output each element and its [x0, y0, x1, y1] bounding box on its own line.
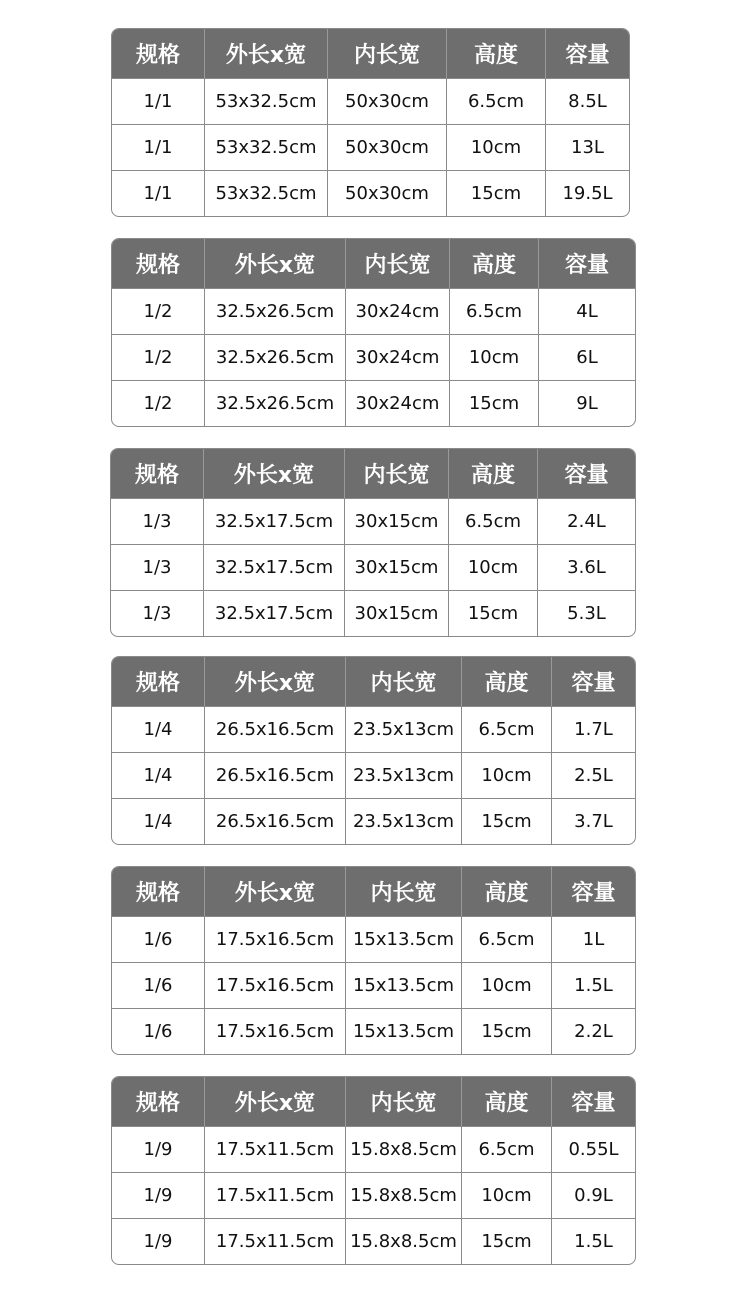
spec-table-1-4 [111, 656, 636, 845]
header-outer-size: 外长x宽 [204, 1077, 345, 1126]
table-row [112, 798, 635, 844]
cell-inner-size: 50x30cm [327, 125, 446, 170]
cell-spec: 1/1 [143, 183, 173, 204]
cell-height: 10cm [446, 125, 545, 170]
cell-capacity: 3.7L [551, 799, 635, 844]
header-spec: 规格 [134, 463, 179, 488]
cell-height: 6.5cm [448, 499, 537, 544]
header-height: 高度 [446, 29, 545, 78]
table-header-row [112, 657, 635, 706]
cell-spec: 1/3 [142, 557, 172, 578]
cell-capacity: 4L [538, 289, 635, 334]
cell-capacity: 19.5L [545, 171, 629, 216]
header-inner-size: 内长宽 [345, 239, 449, 288]
cell-capacity: 0.55L [551, 1127, 635, 1172]
header-spec: 规格 [135, 1091, 180, 1116]
table-row [111, 544, 635, 590]
cell-outer-size: 32.5x26.5cm [204, 381, 345, 426]
cell-spec: 1/9 [143, 1231, 173, 1252]
cell-inner-size: 15.8x8.5cm [345, 1173, 461, 1218]
cell-capacity: 9L [538, 381, 635, 426]
header-capacity: 容量 [551, 867, 635, 916]
header-inner-size: 内长宽 [327, 29, 446, 78]
cell-spec: 1/4 [143, 765, 173, 786]
cell-spec: 1/3 [142, 511, 172, 532]
header-height: 高度 [448, 449, 537, 498]
header-capacity: 容量 [538, 239, 635, 288]
table-row [112, 380, 635, 426]
cell-inner-size: 30x15cm [344, 591, 448, 636]
table-row [112, 962, 635, 1008]
header-outer-size: 外长x宽 [204, 239, 345, 288]
cell-height: 15cm [461, 1009, 551, 1054]
cell-height: 10cm [448, 545, 537, 590]
cell-outer-size: 32.5x26.5cm [204, 289, 345, 334]
cell-outer-size: 32.5x17.5cm [203, 545, 344, 590]
header-spec: 规格 [135, 253, 180, 278]
table-row [112, 916, 635, 962]
table-row [112, 124, 629, 170]
cell-capacity: 0.9L [551, 1173, 635, 1218]
cell-inner-size: 30x24cm [345, 289, 449, 334]
cell-height: 6.5cm [449, 289, 538, 334]
table-row [112, 1172, 635, 1218]
cell-height: 15cm [461, 799, 551, 844]
cell-height: 15cm [449, 381, 538, 426]
cell-height: 10cm [461, 1173, 551, 1218]
cell-outer-size: 53x32.5cm [204, 79, 327, 124]
cell-outer-size: 53x32.5cm [204, 125, 327, 170]
header-height: 高度 [449, 239, 538, 288]
cell-spec: 1/1 [143, 137, 173, 158]
table-header-row [112, 29, 629, 78]
cell-capacity: 2.5L [551, 753, 635, 798]
table-row [111, 498, 635, 544]
spec-table-1-3 [110, 448, 636, 637]
cell-capacity: 2.2L [551, 1009, 635, 1054]
cell-inner-size: 30x24cm [345, 381, 449, 426]
header-capacity: 容量 [551, 1077, 635, 1126]
header-outer-size: 外长x宽 [204, 867, 345, 916]
header-outer-size: 外长x宽 [204, 29, 327, 78]
cell-outer-size: 32.5x17.5cm [203, 499, 344, 544]
cell-spec: 1/6 [143, 975, 173, 996]
cell-inner-size: 23.5x13cm [345, 753, 461, 798]
spec-table-1-9 [111, 1076, 636, 1265]
cell-spec: 1/3 [142, 603, 172, 624]
cell-spec: 1/2 [143, 301, 173, 322]
cell-capacity: 1L [551, 917, 635, 962]
cell-height: 10cm [461, 963, 551, 1008]
header-spec: 规格 [135, 43, 180, 68]
cell-height: 6.5cm [461, 1127, 551, 1172]
cell-outer-size: 17.5x16.5cm [204, 917, 345, 962]
cell-capacity: 1.7L [551, 707, 635, 752]
cell-outer-size: 32.5x26.5cm [204, 335, 345, 380]
table-header-row [111, 449, 635, 498]
cell-capacity: 5.3L [537, 591, 635, 636]
header-inner-size: 内长宽 [345, 1077, 461, 1126]
cell-height: 6.5cm [461, 917, 551, 962]
cell-height: 6.5cm [446, 79, 545, 124]
cell-inner-size: 30x24cm [345, 335, 449, 380]
header-capacity: 容量 [551, 657, 635, 706]
cell-spec: 1/9 [143, 1139, 173, 1160]
header-inner-size: 内长宽 [345, 867, 461, 916]
cell-outer-size: 17.5x11.5cm [204, 1219, 345, 1264]
cell-capacity: 2.4L [537, 499, 635, 544]
cell-outer-size: 26.5x16.5cm [204, 707, 345, 752]
table-row [112, 170, 629, 216]
cell-inner-size: 15x13.5cm [345, 917, 461, 962]
cell-outer-size: 17.5x16.5cm [204, 963, 345, 1008]
header-capacity: 容量 [537, 449, 635, 498]
table-row [112, 334, 635, 380]
cell-spec: 1/4 [143, 811, 173, 832]
header-outer-size: 外长x宽 [204, 657, 345, 706]
header-outer-size: 外长x宽 [203, 449, 344, 498]
cell-inner-size: 15.8x8.5cm [345, 1127, 461, 1172]
cell-height: 10cm [461, 753, 551, 798]
header-spec: 规格 [135, 881, 180, 906]
cell-spec: 1/4 [143, 719, 173, 740]
cell-capacity: 8.5L [545, 79, 629, 124]
cell-inner-size: 50x30cm [327, 79, 446, 124]
spec-table-1-2 [111, 238, 636, 427]
cell-outer-size: 26.5x16.5cm [204, 753, 345, 798]
cell-height: 15cm [446, 171, 545, 216]
header-height: 高度 [461, 867, 551, 916]
header-height: 高度 [461, 1077, 551, 1126]
cell-capacity: 1.5L [551, 1219, 635, 1264]
cell-inner-size: 30x15cm [344, 545, 448, 590]
cell-outer-size: 17.5x16.5cm [204, 1009, 345, 1054]
table-row [112, 706, 635, 752]
cell-inner-size: 23.5x13cm [345, 799, 461, 844]
cell-inner-size: 30x15cm [344, 499, 448, 544]
spec-table-1-1 [111, 28, 630, 217]
cell-height: 15cm [461, 1219, 551, 1264]
table-row [112, 78, 629, 124]
cell-outer-size: 26.5x16.5cm [204, 799, 345, 844]
cell-spec: 1/1 [143, 91, 173, 112]
header-height: 高度 [461, 657, 551, 706]
cell-capacity: 3.6L [537, 545, 635, 590]
table-row [111, 590, 635, 636]
table-row [112, 752, 635, 798]
table-row [112, 1008, 635, 1054]
table-header-row [112, 239, 635, 288]
header-capacity: 容量 [545, 29, 629, 78]
cell-height: 6.5cm [461, 707, 551, 752]
cell-outer-size: 17.5x11.5cm [204, 1173, 345, 1218]
cell-spec: 1/6 [143, 1021, 173, 1042]
table-row [112, 1126, 635, 1172]
table-row [112, 288, 635, 334]
cell-spec: 1/9 [143, 1185, 173, 1206]
cell-capacity: 13L [545, 125, 629, 170]
cell-height: 15cm [448, 591, 537, 636]
cell-outer-size: 53x32.5cm [204, 171, 327, 216]
table-header-row [112, 1077, 635, 1126]
cell-inner-size: 15x13.5cm [345, 963, 461, 1008]
cell-spec: 1/6 [143, 929, 173, 950]
cell-spec: 1/2 [143, 393, 173, 414]
header-spec: 规格 [135, 671, 180, 696]
header-inner-size: 内长宽 [345, 657, 461, 706]
table-row [112, 1218, 635, 1264]
cell-inner-size: 15.8x8.5cm [345, 1219, 461, 1264]
cell-inner-size: 50x30cm [327, 171, 446, 216]
header-inner-size: 内长宽 [344, 449, 448, 498]
cell-outer-size: 32.5x17.5cm [203, 591, 344, 636]
cell-capacity: 1.5L [551, 963, 635, 1008]
spec-table-1-6 [111, 866, 636, 1055]
cell-inner-size: 15x13.5cm [345, 1009, 461, 1054]
cell-capacity: 6L [538, 335, 635, 380]
cell-height: 10cm [449, 335, 538, 380]
cell-inner-size: 23.5x13cm [345, 707, 461, 752]
table-header-row [112, 867, 635, 916]
cell-spec: 1/2 [143, 347, 173, 368]
cell-outer-size: 17.5x11.5cm [204, 1127, 345, 1172]
